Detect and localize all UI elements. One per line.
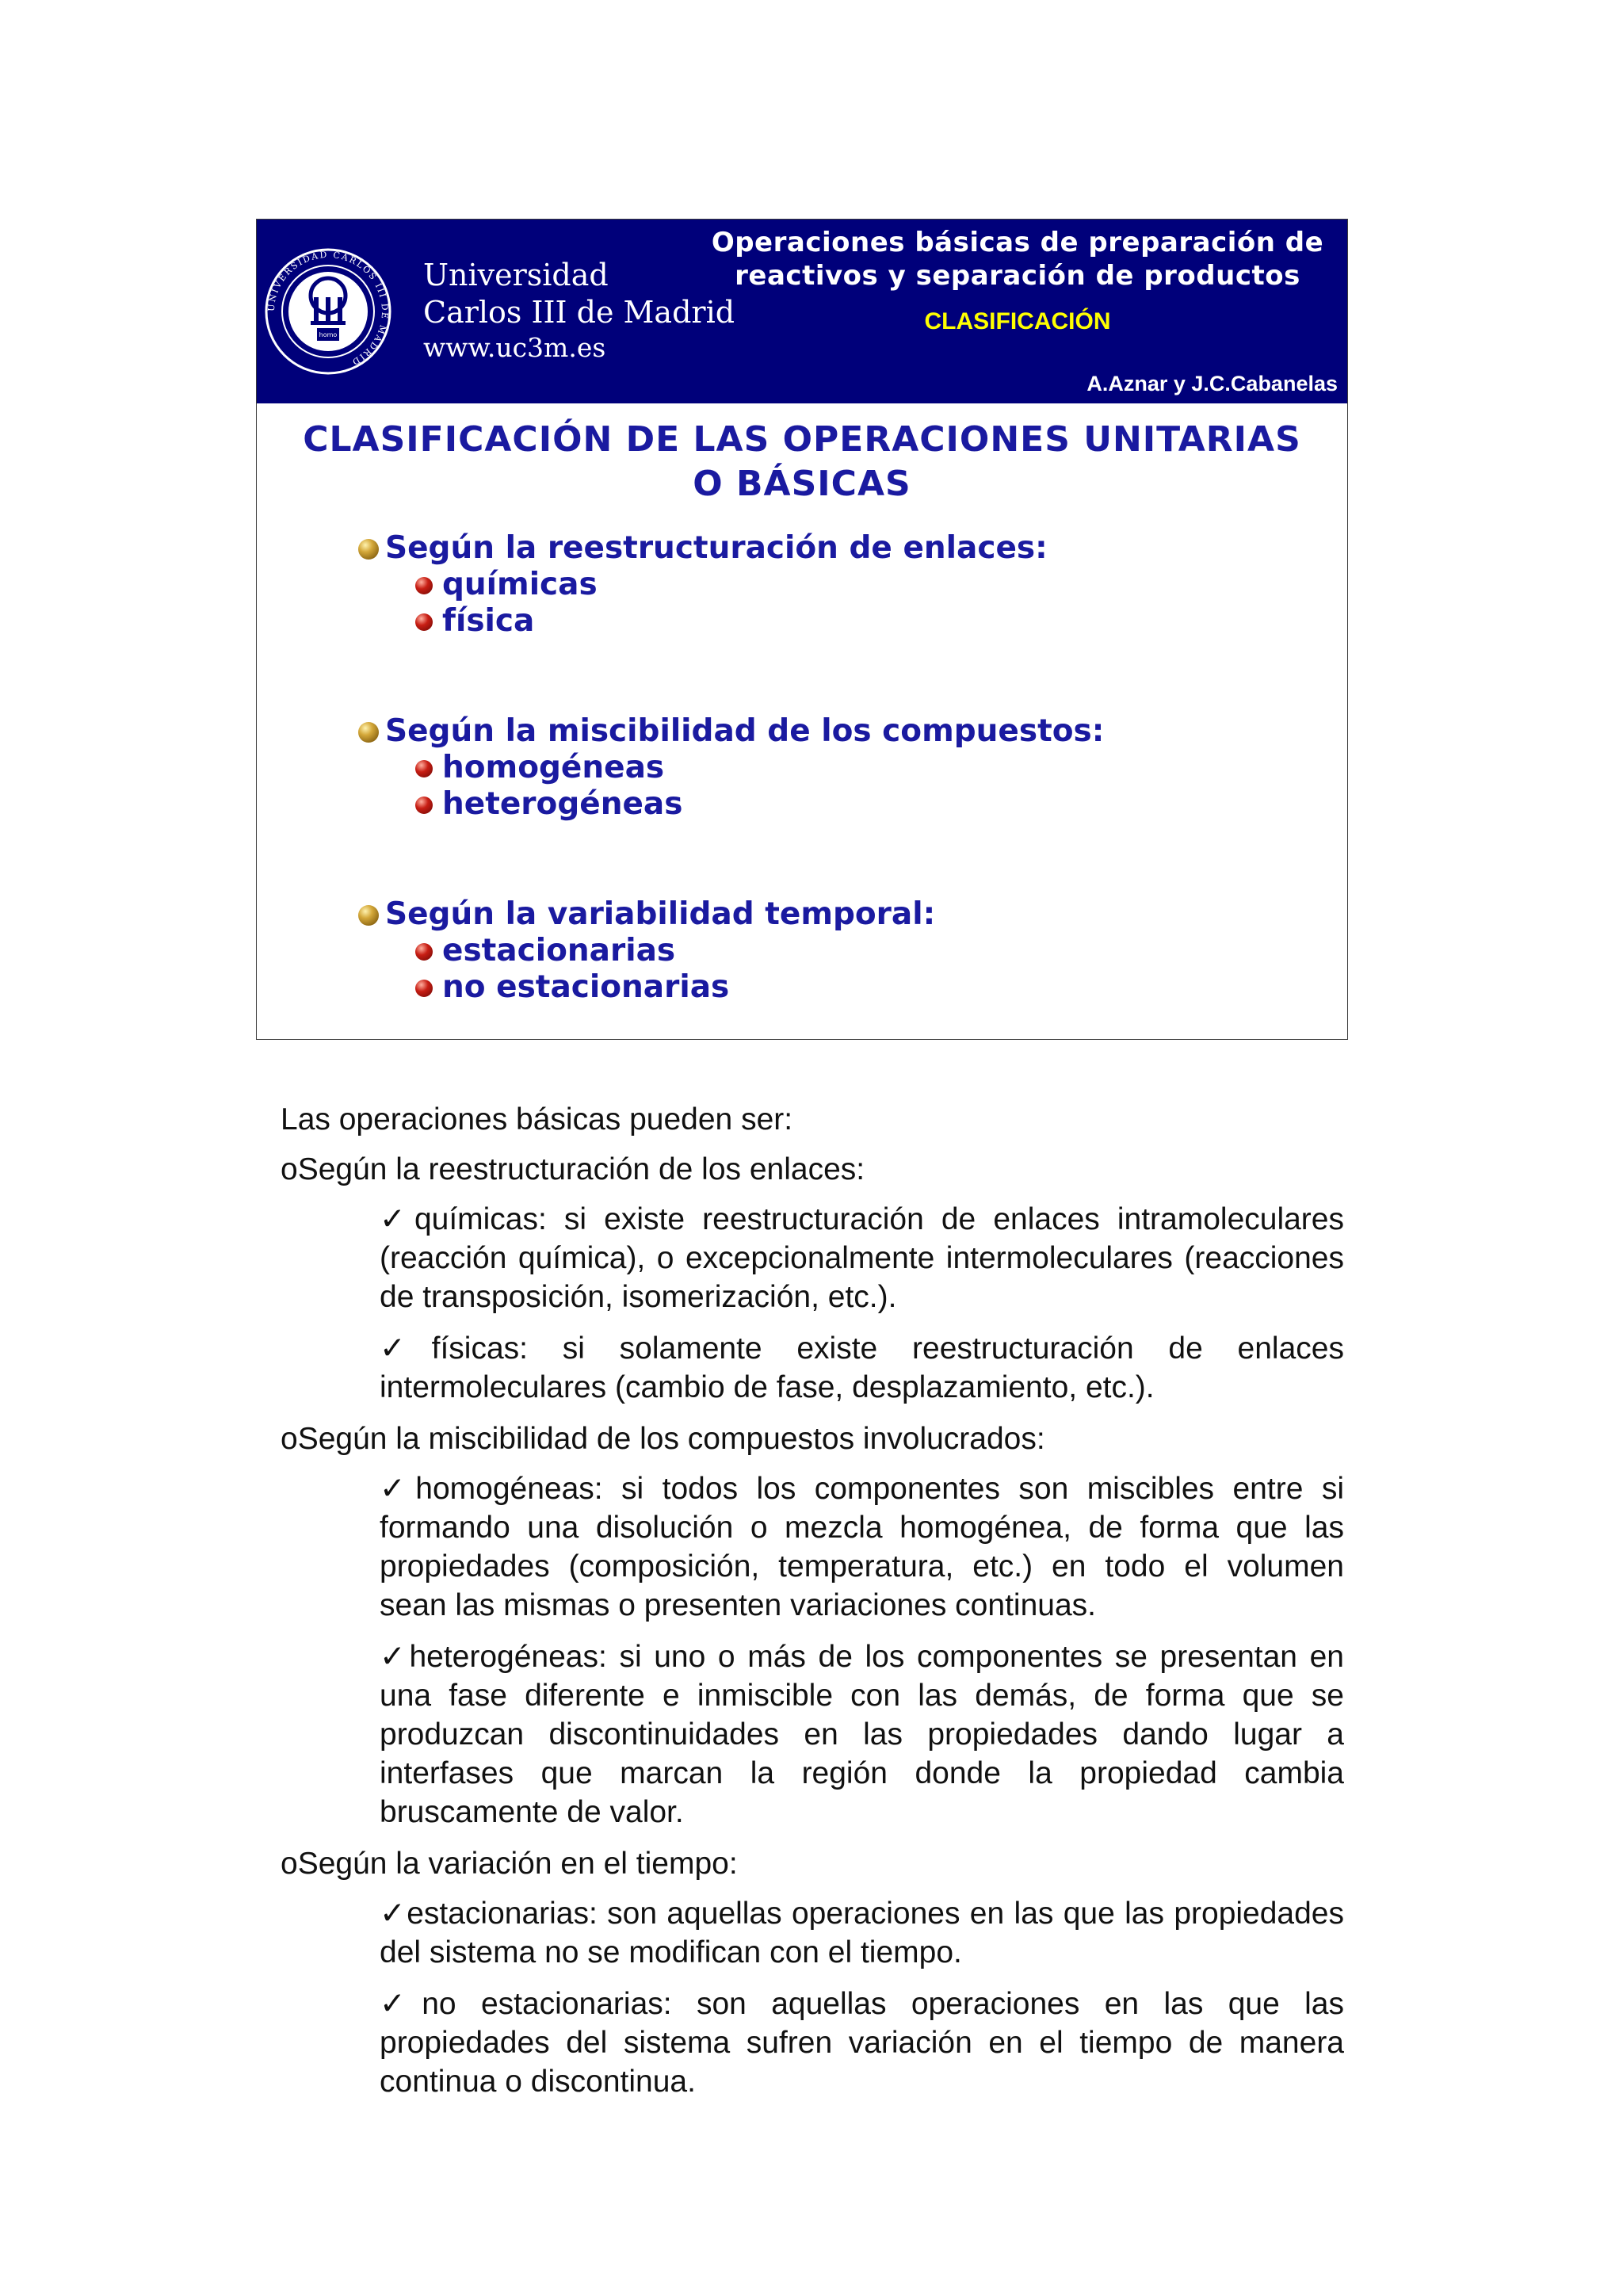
group-item: no estacionarias	[442, 969, 730, 1005]
section-tag: CLASIFICACIÓN	[924, 308, 1111, 334]
slide-title	[257, 418, 1347, 506]
group-heading: Según la miscibilidad de los compuestos:	[385, 713, 1105, 749]
slide	[256, 219, 1348, 1040]
classification-list	[352, 530, 1303, 1079]
authors: A.Aznar y J.C.Cabanelas	[1086, 372, 1338, 395]
notes-item: ✓químicas: si existe reestructuración de enlaces intramoleculares (reacción química), o excepcionalmente intermoleculares (reacciones de transposición, isomerización, etc.).	[380, 1202, 1344, 1314]
notes-text	[281, 1100, 1344, 2114]
group-item: física	[442, 603, 535, 639]
check-mark-icon: ✓	[380, 1331, 432, 1366]
group-item: químicas	[442, 567, 598, 602]
gold-bullet-icon	[358, 539, 379, 560]
group-item: heterogéneas	[442, 786, 683, 822]
notes-section-heading: oSegún la miscibilidad de los compuestos involucrados:	[281, 1422, 1045, 1456]
course-title-line-2: reactivos y separación de productos	[735, 260, 1300, 292]
red-bullet-icon	[415, 613, 433, 631]
notes-intro: Las operaciones básicas pueden ser:	[281, 1102, 793, 1137]
notes-item: ✓físicas: si solamente existe reestructuración de enlaces intermoleculares (cambio de fase, desplazamiento, etc.).	[380, 1331, 1344, 1404]
slide-title-line-1: CLASIFICACIÓN DE LAS OPERACIONES UNITARIAS	[303, 419, 1301, 460]
gold-bullet-icon	[358, 905, 379, 926]
slide-header	[257, 220, 1347, 403]
notes-item: ✓no estacionarias: son aquellas operaciones en las que las propiedades del sistema sufren variación en el tiempo de manera continua o discontinua.	[380, 1987, 1344, 2099]
course-title	[701, 226, 1335, 292]
svg-text:homo: homo	[319, 331, 338, 338]
red-bullet-icon	[415, 797, 433, 814]
group-item: estacionarias	[442, 933, 676, 968]
check-mark-icon: ✓	[380, 1640, 410, 1674]
check-mark-icon: ✓	[380, 1987, 422, 2021]
notes-section-heading: oSegún la variación en el tiempo:	[281, 1847, 738, 1881]
group-heading: Según la variabilidad temporal:	[385, 896, 936, 932]
check-mark-icon: ✓	[380, 1472, 416, 1506]
check-mark-icon: ✓	[380, 1202, 414, 1236]
university-name-line-2: Carlos III de Madrid	[423, 295, 735, 330]
slide-title-line-2: O BÁSICAS	[693, 464, 911, 504]
notes-item: ✓homogéneas: si todos los componentes son miscibles entre si formando una disolución o mezcla homogénea, de forma que las propiedades (composición, temperatura, etc.) en todo el volumen sean las mismas o presenten variaciones continuas.	[380, 1472, 1344, 1622]
course-title-line-1: Operaciones básicas de preparación de	[711, 227, 1324, 258]
red-bullet-icon	[415, 760, 433, 777]
gold-bullet-icon	[358, 722, 379, 743]
group-heading: Según la reestructuración de enlaces:	[385, 530, 1048, 566]
seal-text: UNIVERSIDAD CARLOS III DE MADRID	[265, 249, 391, 368]
notes-item: ✓heterogéneas: si uno o más de los componentes se presentan en una fase diferente e inmiscible con las demás, de forma que se produzcan discontinuidades en las propiedades dando lugar a interfases que marcan la región donde la propiedad cambia bruscamente de valor.	[380, 1640, 1344, 1829]
red-bullet-icon	[415, 980, 433, 997]
university-website: www.uc3m.es	[423, 332, 606, 363]
university-name-line-1: Universidad	[423, 258, 609, 292]
group-item: homogéneas	[442, 750, 665, 785]
red-bullet-icon	[415, 943, 433, 961]
notes-section-heading: oSegún la reestructuración de los enlaces:	[281, 1152, 865, 1186]
classification-group	[352, 896, 1303, 1006]
classification-group	[352, 713, 1303, 823]
check-mark-icon: ✓	[380, 1897, 407, 1931]
red-bullet-icon	[415, 577, 433, 594]
university-seal-logo	[263, 246, 393, 376]
classification-group	[352, 530, 1303, 640]
notes-item: ✓estacionarias: son aquellas operaciones en las que las propiedades del sistema no se modifican con el tiempo.	[380, 1897, 1344, 1969]
